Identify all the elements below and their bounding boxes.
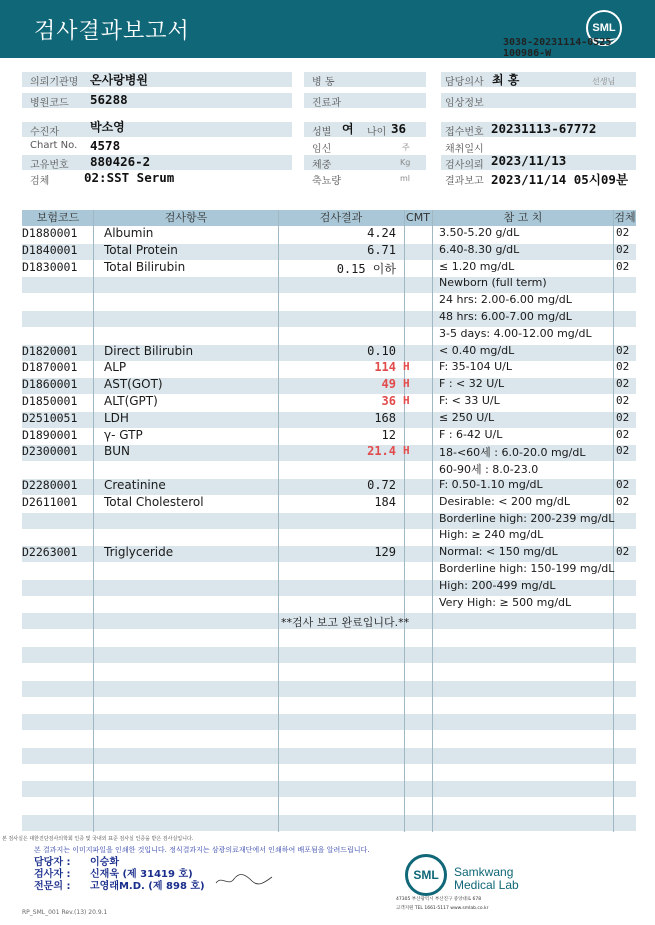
- insurance-code: D1890001: [22, 427, 78, 442]
- table-row: [0, 528, 655, 545]
- insurance-code: D2263001: [22, 545, 78, 560]
- unique-value: 880426-2: [90, 154, 151, 169]
- reference-range: Desirable: < 200 mg/dL: [439, 494, 571, 508]
- address-line1: 47305 부산광역시 부산진구 중앙대로 678: [396, 897, 482, 902]
- doctor-value: 최 홍: [492, 73, 520, 87]
- table-row: [0, 411, 655, 428]
- doctor-suffix: 선생님: [592, 77, 616, 86]
- table-row: [0, 344, 655, 361]
- test-result: 129: [374, 545, 396, 560]
- info-bar: [22, 122, 292, 137]
- sex-label: 성별: [312, 127, 332, 138]
- insurance-code: D2300001: [22, 444, 78, 459]
- specimen-label: 검체: [30, 176, 50, 187]
- department-label: 진료과: [312, 98, 341, 109]
- institution-value: 온사랑병원: [90, 73, 148, 87]
- sex-value: 여: [342, 122, 354, 136]
- logo-text: SML: [592, 22, 616, 34]
- test-item: BUN: [104, 444, 130, 459]
- reference-range: < 0.40 mg/dL: [439, 343, 515, 357]
- specimen-code: 02: [616, 360, 630, 374]
- table-row: [0, 394, 655, 411]
- request-value: 2023/11/13: [491, 153, 567, 168]
- reporter-label: 담당자 :: [34, 857, 71, 868]
- reporter-name: 이승화: [90, 857, 119, 868]
- bottom-logo-text: SML: [413, 868, 439, 882]
- reference-range: 3-5 days: 4.00-12.00 mg/dL: [439, 326, 592, 340]
- test-result: 114: [374, 360, 396, 375]
- weight-unit: Kg: [400, 158, 411, 167]
- reference-range: F: 0.50-1.10 mg/dL: [439, 478, 543, 491]
- table-row: [0, 495, 655, 512]
- reference-range: ≤ 1.20 mg/dL: [439, 259, 515, 273]
- high-flag: H: [403, 360, 410, 374]
- reference-range: F: < 33 U/L: [439, 394, 500, 407]
- header-specimen: 검체: [614, 211, 636, 224]
- reference-range: Normal: < 150 mg/dL: [439, 545, 558, 559]
- hospital-code-value: 56288: [90, 92, 128, 107]
- specimen-code: 02: [616, 410, 630, 424]
- urine-unit: ml: [400, 174, 411, 183]
- pregnancy-label: 임신: [312, 144, 332, 155]
- samkwang-logo-icon: [405, 854, 447, 896]
- collection-label: 채취일시: [445, 144, 484, 155]
- unique-label: 고유번호: [30, 160, 69, 171]
- test-result: 49: [381, 377, 396, 392]
- table-row: [0, 545, 655, 562]
- insurance-code: D2611001: [22, 494, 78, 509]
- row-band: [22, 781, 636, 797]
- weight-label: 체중: [312, 160, 332, 171]
- test-result: 0.15 이하: [336, 261, 396, 276]
- revision-text: RP_SML_001 Rev.(13) 20.9.1: [22, 909, 108, 916]
- reference-range: Borderline high: 200-239 mg/dL: [439, 511, 615, 525]
- test-item: γ- GTP: [104, 427, 143, 442]
- document-number: [503, 37, 611, 59]
- reference-range: High: ≥ 240 mg/dL: [439, 528, 544, 542]
- test-result: 36: [381, 394, 396, 408]
- test-result: 21.4: [367, 444, 396, 459]
- table-row: [0, 562, 655, 579]
- row-band: [22, 681, 636, 697]
- doctor-label: 담당의사: [445, 77, 484, 88]
- pregnancy-unit: 주: [402, 143, 410, 152]
- row-band: [22, 714, 636, 730]
- age-value: 36: [391, 121, 407, 136]
- ward-label: 병 동: [312, 77, 335, 88]
- test-result: 4.24: [367, 226, 396, 240]
- print-notice: 본 결과지는 이미지파일을 인쇄한 것입니다. 정식결과지는 삼광의료재단에서 인쇄하여 배포됨을 알려드립니다.: [34, 846, 370, 854]
- test-item: Triglyceride: [104, 545, 174, 560]
- receipt-value: 20231113-67772: [491, 121, 597, 136]
- table-row: [0, 512, 655, 529]
- reference-range: 3.50-5.20 g/dL: [439, 226, 520, 239]
- specimen-code: 02: [616, 444, 630, 458]
- specimen-code: 02: [616, 226, 630, 239]
- report-title: 검사결과보고서: [34, 19, 190, 44]
- reference-range: Borderline high: 150-199 mg/dL: [439, 562, 615, 575]
- age-label: 나이: [367, 127, 387, 138]
- row-band: [22, 748, 636, 764]
- examinee-label: 수진자: [30, 127, 59, 138]
- insurance-code: D2510051: [22, 410, 78, 425]
- examiner-name: 신재욱 (제 31419 호): [90, 869, 193, 880]
- hospital-code-label: 병원코드: [30, 98, 69, 109]
- table-row: [0, 478, 655, 495]
- row-band: [22, 815, 636, 831]
- brand-line2: Medical Lab: [454, 878, 519, 892]
- specialist-label: 전문의 :: [34, 881, 71, 892]
- specimen-code: 02: [616, 259, 630, 273]
- reference-range: 60-90세 : 8.0-23.0: [439, 463, 539, 477]
- specimen-code: 02: [616, 377, 630, 391]
- specimen-value: 02:SST Serum: [84, 170, 175, 185]
- reference-range: Newborn (full term): [439, 276, 547, 290]
- insurance-code: D1830001: [22, 259, 78, 274]
- reference-range: 18-<60세 : 6.0-20.0 mg/dL: [439, 446, 586, 460]
- insurance-code: D1860001: [22, 377, 78, 392]
- specimen-code: 02: [616, 545, 630, 559]
- high-flag: H: [403, 377, 410, 391]
- specimen-code: 02: [616, 494, 630, 508]
- request-label: 검사의뢰: [445, 160, 484, 171]
- specimen-code: 02: [616, 242, 630, 256]
- report-value: 2023/11/14 05시09분: [491, 172, 629, 187]
- doc-no-line1: 3038-20231114-0525: [503, 37, 612, 48]
- urine-label: 축뇨량: [312, 176, 341, 187]
- examiner-label: 검사자 :: [34, 869, 71, 880]
- specimen-code: 02: [616, 478, 630, 491]
- specimen-code: 02: [616, 394, 630, 407]
- test-result: 6.71: [367, 242, 396, 257]
- reference-range: 6.40-8.30 g/dL: [439, 242, 520, 256]
- header-result: 검사결과: [319, 211, 363, 224]
- table-row: [0, 444, 655, 461]
- header-item: 검사항목: [164, 211, 208, 224]
- table-row: [0, 596, 655, 613]
- table-row: [0, 243, 655, 260]
- institution-label: 의뢰기관명: [30, 77, 79, 88]
- test-result: 0.72: [367, 478, 396, 492]
- table-row: [0, 226, 655, 243]
- specialist-name: 고영래M.D. (제 898 호): [90, 881, 205, 892]
- table-row: [0, 260, 655, 277]
- chart-label: Chart No.: [30, 140, 78, 151]
- reference-range: ≤ 250 U/L: [439, 410, 495, 424]
- test-item: ALT(GPT): [104, 394, 158, 408]
- high-flag: H: [403, 394, 410, 407]
- insurance-code: D1840001: [22, 242, 78, 257]
- insurance-code: D2280001: [22, 478, 78, 492]
- test-result: 0.10: [367, 343, 396, 358]
- table-row: [0, 310, 655, 327]
- reference-range: F : 6-42 U/L: [439, 427, 503, 441]
- reference-range: Very High: ≥ 500 mg/dL: [439, 595, 572, 609]
- table-row: [0, 461, 655, 478]
- table-row: [0, 293, 655, 310]
- header-cmt: CMT: [406, 211, 430, 224]
- address-line2: 고객지원 TEL 1661-5117 www.smlab.co.kr: [396, 906, 489, 911]
- table-row: [0, 377, 655, 394]
- test-result: 168: [374, 410, 396, 425]
- table-row: [0, 579, 655, 596]
- test-item: LDH: [104, 410, 129, 425]
- table-row: [0, 360, 655, 377]
- test-item: Albumin: [104, 226, 154, 240]
- test-item: Creatinine: [104, 478, 166, 492]
- test-item: ALP: [104, 360, 127, 375]
- high-flag: H: [403, 444, 410, 458]
- insurance-code: D1820001: [22, 343, 78, 358]
- brand-line1: Samkwang: [454, 865, 514, 879]
- certification-fine-print: 본 검사실은 대한진단검사의학회 인증 및 국내외 표준 검사실 인증을 받은 검사실입니다.: [2, 836, 194, 842]
- row-band: [22, 647, 636, 663]
- test-item: Direct Bilirubin: [104, 343, 194, 358]
- insurance-code: D1870001: [22, 360, 78, 375]
- reference-range: 24 hrs: 2.00-6.00 mg/dL: [439, 293, 572, 307]
- report-label: 결과보고: [445, 176, 484, 187]
- report-complete-text: **검사 보고 완료입니다.**: [281, 616, 410, 629]
- test-item: Total Cholesterol: [104, 494, 204, 509]
- table-header: [22, 210, 636, 226]
- signature-scribble: [214, 869, 274, 889]
- test-item: Total Bilirubin: [104, 259, 186, 274]
- insurance-code: D1880001: [22, 226, 78, 240]
- clinical-label: 임상정보: [445, 98, 484, 109]
- receipt-label: 접수번호: [445, 127, 484, 138]
- test-result: 12: [381, 427, 396, 442]
- insurance-code: D1850001: [22, 394, 78, 408]
- reference-range: High: 200-499 mg/dL: [439, 578, 556, 592]
- test-result: 184: [374, 494, 396, 509]
- reference-range: F : < 32 U/L: [439, 377, 505, 391]
- reference-range: 48 hrs: 6.00-7.00 mg/dL: [439, 310, 572, 323]
- test-item: AST(GOT): [104, 377, 163, 392]
- table-row: [0, 276, 655, 293]
- table-row: [0, 428, 655, 445]
- specimen-code: 02: [616, 427, 630, 441]
- header-reference: 참 고 치: [503, 211, 543, 224]
- doc-no-line2: 100986-W: [503, 48, 552, 59]
- chart-value: 4578: [90, 138, 121, 153]
- specimen-code: 02: [616, 343, 630, 357]
- table-row: [0, 327, 655, 344]
- header-code: 보험코드: [36, 211, 80, 224]
- test-item: Total Protein: [104, 242, 178, 257]
- examinee-value: 박소영: [90, 120, 125, 134]
- reference-range: F: 35-104 U/L: [439, 360, 513, 374]
